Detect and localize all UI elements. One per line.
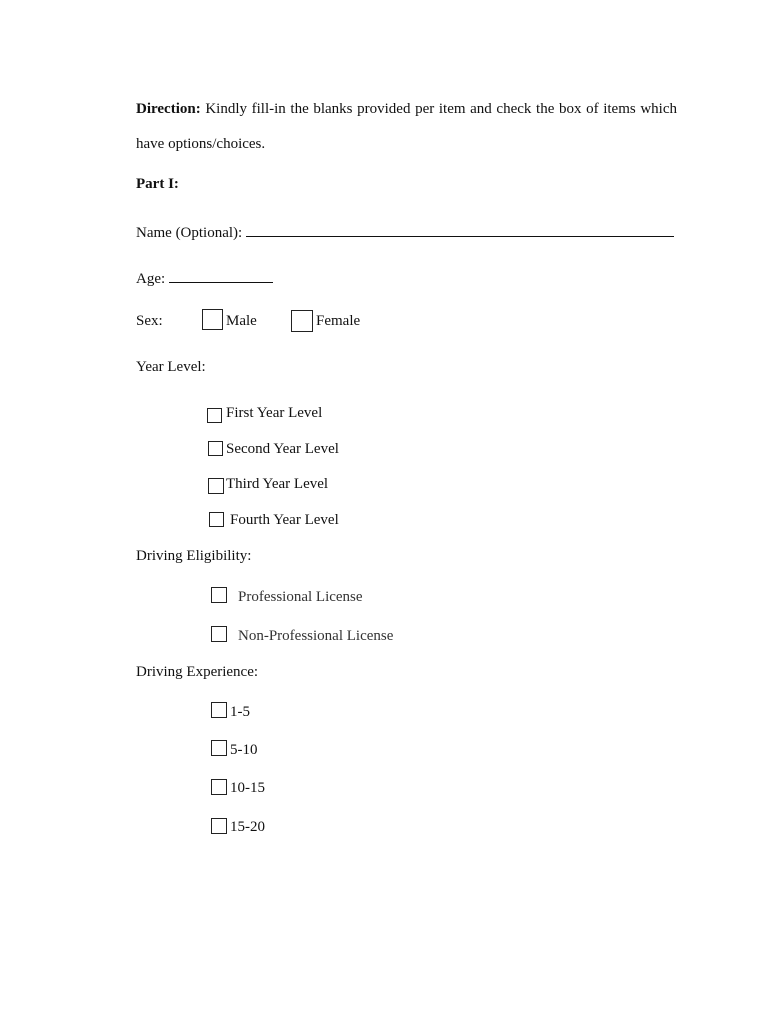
experience-1-5-option-label: 1-5 <box>230 704 250 720</box>
female-option-label: Female <box>316 313 361 329</box>
direction-paragraph <box>136 92 677 162</box>
experience-1-5-checkbox[interactable] <box>211 702 227 718</box>
male-checkbox[interactable] <box>202 309 223 330</box>
non-professional-license-option-label: Non-Professional License <box>238 628 394 644</box>
first-year-option-label: First Year Level <box>226 405 323 421</box>
third-year-option-label: Third Year Level <box>226 476 329 492</box>
age-blank-field[interactable] <box>169 267 273 283</box>
female-checkbox[interactable] <box>291 310 313 332</box>
name-label: Name (Optional): <box>136 225 243 241</box>
experience-10-15-option-label: 10-15 <box>230 780 265 796</box>
direction-label: Direction: <box>136 101 201 117</box>
driving-experience-label: Driving Experience: <box>136 664 259 680</box>
non-professional-license-checkbox[interactable] <box>211 626 227 642</box>
third-year-checkbox[interactable] <box>208 478 224 494</box>
first-year-checkbox[interactable] <box>207 408 222 423</box>
second-year-checkbox[interactable] <box>208 441 223 456</box>
experience-5-10-checkbox[interactable] <box>211 740 227 756</box>
driving-eligibility-label: Driving Eligibility: <box>136 548 252 564</box>
year-level-label: Year Level: <box>136 359 206 375</box>
age-row <box>136 267 273 288</box>
experience-15-20-option-label: 15-20 <box>230 819 265 835</box>
experience-5-10-option-label: 5-10 <box>230 742 258 758</box>
fourth-year-checkbox[interactable] <box>209 512 224 527</box>
name-row <box>136 221 674 242</box>
second-year-option-label: Second Year Level <box>226 441 339 457</box>
part-title: Part I: <box>136 176 179 192</box>
fourth-year-option-label: Fourth Year Level <box>230 512 339 528</box>
age-label: Age: <box>136 271 166 287</box>
professional-license-checkbox[interactable] <box>211 587 227 603</box>
male-option-label: Male <box>226 313 257 329</box>
professional-license-option-label: Professional License <box>238 589 363 605</box>
direction-text: Kindly fill-in the blanks provided per item and check the box of items which have options/choices. <box>136 101 677 152</box>
sex-label: Sex: <box>136 313 163 329</box>
name-blank-field[interactable] <box>246 221 674 237</box>
experience-15-20-checkbox[interactable] <box>211 818 227 834</box>
experience-10-15-checkbox[interactable] <box>211 779 227 795</box>
